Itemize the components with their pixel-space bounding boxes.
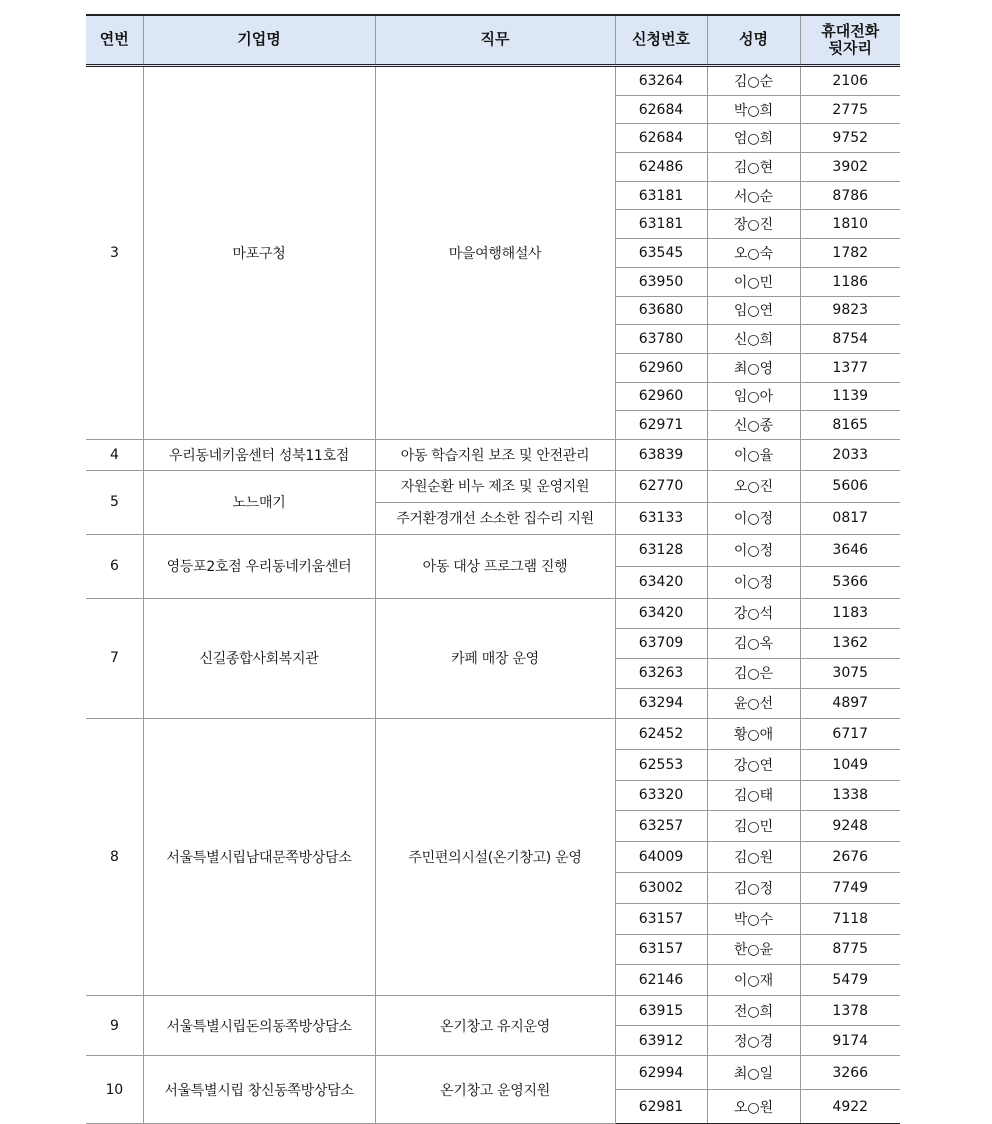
applicant-name: 김○정 [707, 872, 800, 903]
application-number: 63912 [615, 1026, 707, 1056]
applicant-name: 김○옥 [707, 628, 800, 658]
job-title: 온기창고 유지운영 [375, 996, 615, 1056]
application-number: 63420 [615, 566, 707, 598]
header-name: 성명 [707, 15, 800, 66]
application-number: 62553 [615, 749, 707, 780]
application-number: 63294 [615, 688, 707, 718]
applicant-name: 장○진 [707, 210, 800, 239]
row-number: 10 [86, 1056, 143, 1124]
application-number: 62960 [615, 382, 707, 411]
applicant-name: 이○재 [707, 965, 800, 996]
table-row [86, 1056, 900, 1090]
job-title: 자원순환 비누 제조 및 운영지원 [375, 470, 615, 502]
phone-last4: 7118 [800, 903, 900, 934]
phone-last4: 1183 [800, 598, 900, 628]
applicant-name: 이○율 [707, 439, 800, 470]
phone-last4: 1378 [800, 996, 900, 1026]
row-number: 7 [86, 598, 143, 718]
application-number: 62960 [615, 353, 707, 382]
applicant-name: 강○석 [707, 598, 800, 628]
application-number: 62994 [615, 1056, 707, 1090]
phone-last4: 3646 [800, 534, 900, 566]
job-title: 온기창고 운영지원 [375, 1056, 615, 1124]
applicant-name: 김○민 [707, 811, 800, 842]
row-number: 6 [86, 534, 143, 598]
application-number: 63002 [615, 872, 707, 903]
application-number: 63157 [615, 934, 707, 965]
application-number: 63264 [615, 66, 707, 96]
table-row [86, 439, 900, 470]
applicant-name: 최○일 [707, 1056, 800, 1090]
application-number: 63157 [615, 903, 707, 934]
phone-last4: 5479 [800, 965, 900, 996]
phone-last4: 4922 [800, 1090, 900, 1124]
applicant-name: 임○연 [707, 296, 800, 325]
table-body [86, 66, 900, 1124]
table-row [86, 470, 900, 502]
application-number: 62971 [615, 411, 707, 440]
application-number: 63709 [615, 628, 707, 658]
applicant-name: 정○경 [707, 1026, 800, 1056]
phone-last4: 8754 [800, 325, 900, 354]
job-title: 아동 학습지원 보조 및 안전관리 [375, 439, 615, 470]
applicant-name: 이○정 [707, 534, 800, 566]
table-row [86, 66, 900, 96]
applicant-table [86, 14, 900, 1124]
table-row [86, 996, 900, 1026]
phone-last4: 8165 [800, 411, 900, 440]
job-title: 마을여행해설사 [375, 66, 615, 440]
application-number: 63680 [615, 296, 707, 325]
company-name: 마포구청 [143, 66, 375, 440]
phone-last4: 3266 [800, 1056, 900, 1090]
applicant-name: 이○민 [707, 267, 800, 296]
applicant-name: 박○수 [707, 903, 800, 934]
applicant-name: 황○애 [707, 718, 800, 749]
row-number: 9 [86, 996, 143, 1056]
phone-last4: 1362 [800, 628, 900, 658]
applicant-name: 신○종 [707, 411, 800, 440]
application-number: 62981 [615, 1090, 707, 1124]
phone-last4: 6717 [800, 718, 900, 749]
job-title: 주거환경개선 소소한 집수리 지원 [375, 502, 615, 534]
applicant-name: 신○희 [707, 325, 800, 354]
applicant-name: 김○태 [707, 780, 800, 811]
phone-last4: 2106 [800, 66, 900, 96]
header-application-no: 신청번호 [615, 15, 707, 66]
phone-last4: 9752 [800, 124, 900, 153]
applicant-name: 김○원 [707, 842, 800, 873]
application-number: 63950 [615, 267, 707, 296]
application-number: 63320 [615, 780, 707, 811]
applicant-name: 오○숙 [707, 239, 800, 268]
application-number: 62684 [615, 95, 707, 124]
applicant-name: 임○아 [707, 382, 800, 411]
phone-last4: 2775 [800, 95, 900, 124]
applicant-name: 이○정 [707, 502, 800, 534]
applicant-name: 전○희 [707, 996, 800, 1026]
applicant-name: 강○연 [707, 749, 800, 780]
company-name: 신길종합사회복지관 [143, 598, 375, 718]
phone-last4: 8775 [800, 934, 900, 965]
applicant-name: 오○원 [707, 1090, 800, 1124]
phone-last4: 7749 [800, 872, 900, 903]
phone-last4: 5606 [800, 470, 900, 502]
phone-last4: 0817 [800, 502, 900, 534]
row-number: 3 [86, 66, 143, 440]
company-name: 영등포2호점 우리동네키움센터 [143, 534, 375, 598]
table-row [86, 718, 900, 749]
applicant-name: 박○희 [707, 95, 800, 124]
phone-last4: 5366 [800, 566, 900, 598]
applicant-name: 한○윤 [707, 934, 800, 965]
application-number: 62486 [615, 153, 707, 182]
applicant-name: 김○순 [707, 66, 800, 96]
application-number: 63133 [615, 502, 707, 534]
applicant-name: 윤○선 [707, 688, 800, 718]
application-number: 63545 [615, 239, 707, 268]
row-number: 8 [86, 718, 143, 995]
phone-last4: 9174 [800, 1026, 900, 1056]
phone-last4: 4897 [800, 688, 900, 718]
header-phone-last4: 휴대전화 뒷자리 [800, 15, 900, 66]
row-number: 4 [86, 439, 143, 470]
phone-last4: 1186 [800, 267, 900, 296]
application-number: 63181 [615, 210, 707, 239]
applicant-name: 오○진 [707, 470, 800, 502]
phone-last4: 2676 [800, 842, 900, 873]
application-number: 62146 [615, 965, 707, 996]
job-title: 카페 매장 운영 [375, 598, 615, 718]
job-title: 아동 대상 프로그램 진행 [375, 534, 615, 598]
phone-last4: 8786 [800, 181, 900, 210]
application-number: 64009 [615, 842, 707, 873]
company-name: 노느매기 [143, 470, 375, 534]
phone-last4: 1782 [800, 239, 900, 268]
company-name: 서울특별시립돈의동쪽방상담소 [143, 996, 375, 1056]
applicant-name: 서○순 [707, 181, 800, 210]
table-row [86, 598, 900, 628]
applicant-name: 최○영 [707, 353, 800, 382]
row-number: 5 [86, 470, 143, 534]
application-number: 63263 [615, 658, 707, 688]
header-row [86, 15, 900, 66]
job-title: 주민편의시설(온기창고) 운영 [375, 718, 615, 995]
phone-last4: 9248 [800, 811, 900, 842]
phone-last4: 1049 [800, 749, 900, 780]
application-number: 63128 [615, 534, 707, 566]
phone-last4: 1377 [800, 353, 900, 382]
applicant-name: 김○은 [707, 658, 800, 688]
phone-last4: 3902 [800, 153, 900, 182]
application-number: 62770 [615, 470, 707, 502]
application-number: 63839 [615, 439, 707, 470]
applicant-name: 김○현 [707, 153, 800, 182]
application-number: 63915 [615, 996, 707, 1026]
phone-last4: 9823 [800, 296, 900, 325]
header-no: 연번 [86, 15, 143, 66]
applicant-name: 이○정 [707, 566, 800, 598]
application-number: 62684 [615, 124, 707, 153]
company-name: 서울특별시립 창신동쪽방상담소 [143, 1056, 375, 1124]
application-number: 63780 [615, 325, 707, 354]
application-number: 62452 [615, 718, 707, 749]
phone-last4: 3075 [800, 658, 900, 688]
application-number: 63420 [615, 598, 707, 628]
application-number: 63181 [615, 181, 707, 210]
phone-last4: 1139 [800, 382, 900, 411]
phone-last4: 2033 [800, 439, 900, 470]
phone-last4: 1338 [800, 780, 900, 811]
application-number: 63257 [615, 811, 707, 842]
company-name: 서울특별시립남대문쪽방상담소 [143, 718, 375, 995]
table-row [86, 534, 900, 566]
company-name: 우리동네키움센터 성북11호점 [143, 439, 375, 470]
applicant-name: 엄○희 [707, 124, 800, 153]
header-job: 직무 [375, 15, 615, 66]
header-company: 기업명 [143, 15, 375, 66]
phone-last4: 1810 [800, 210, 900, 239]
